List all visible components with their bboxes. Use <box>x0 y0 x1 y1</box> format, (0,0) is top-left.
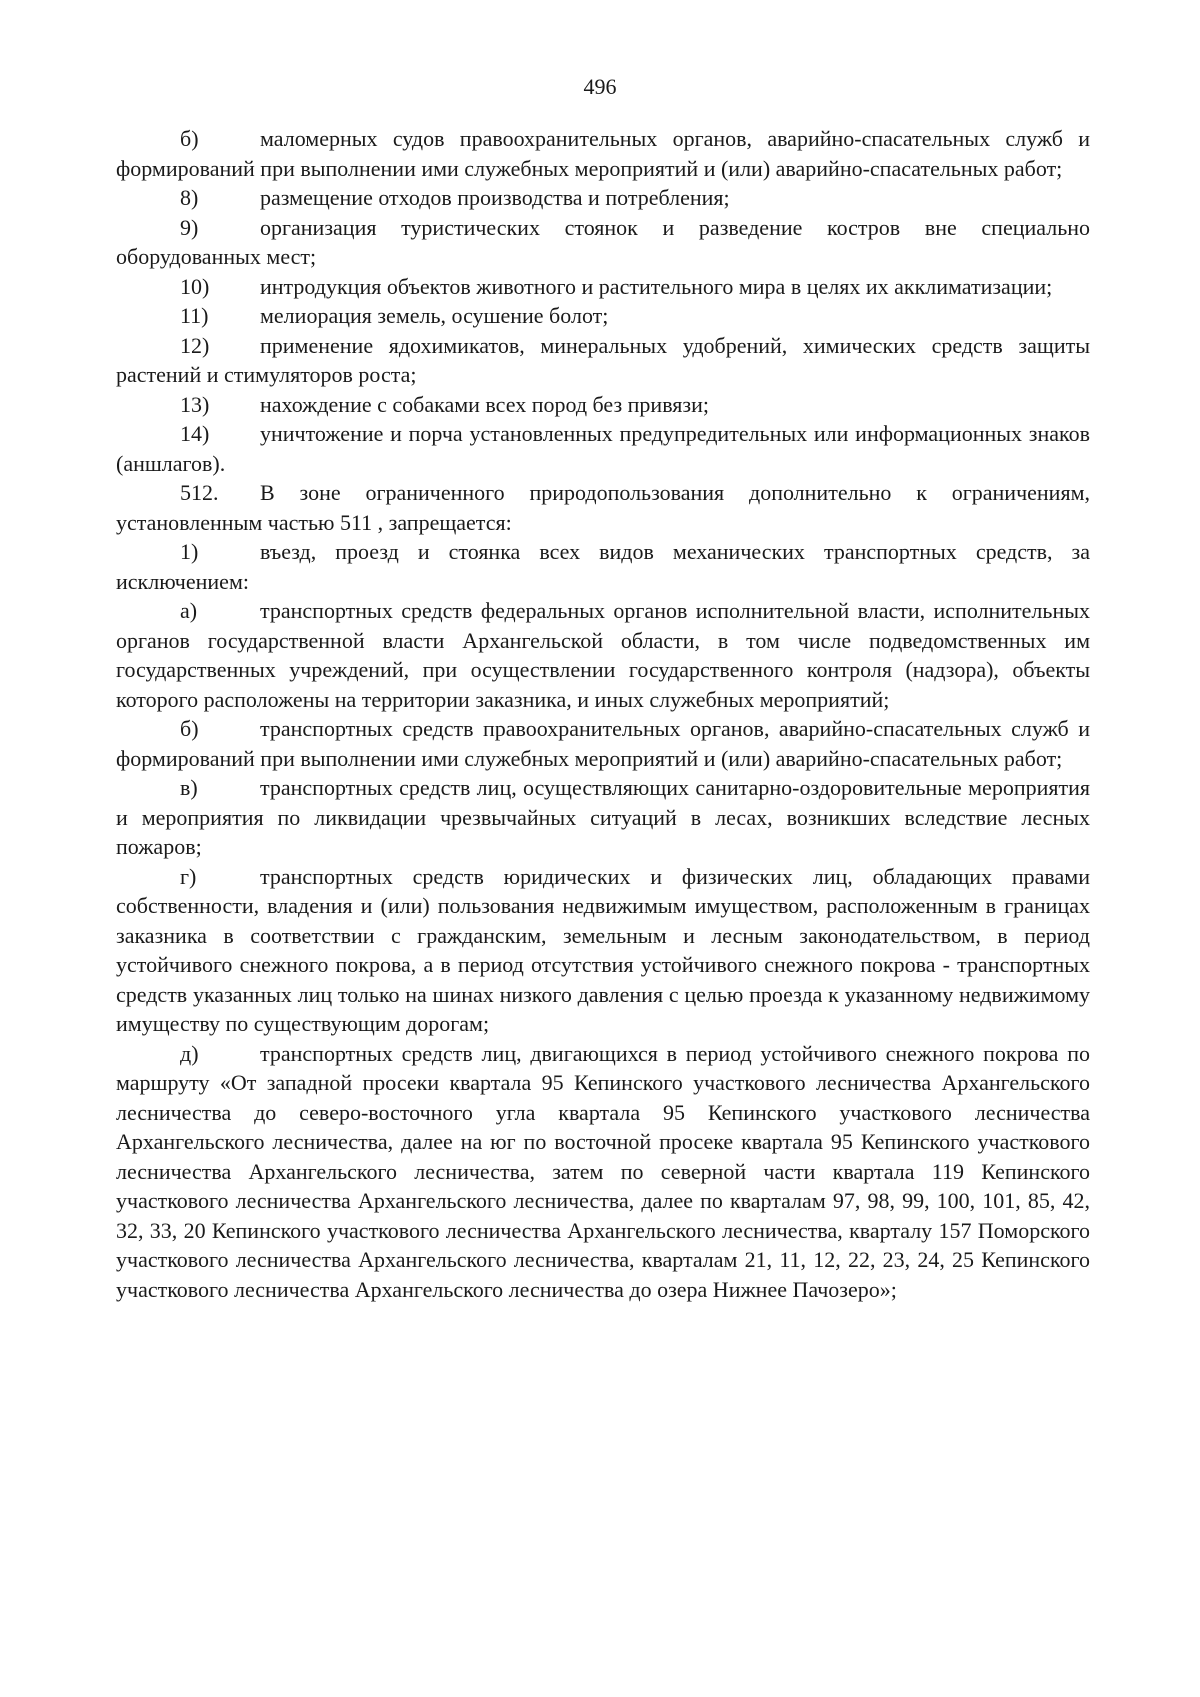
item-marker: 10) <box>180 273 210 299</box>
list-item <box>116 124 1090 183</box>
item-text: применение ядохимикатов, минеральных удобрений, химических средств защиты растений и стимуляторов роста; <box>116 332 1090 387</box>
item-marker: 9) <box>180 214 199 240</box>
list-item <box>116 714 1090 773</box>
list-item <box>116 390 1090 420</box>
item-text: организация туристических стоянок и разведение костров вне специально оборудованных мест; <box>116 214 1090 269</box>
item-marker: 14) <box>180 421 210 446</box>
item-text: интродукция объектов животного и растительного мира в целях их акклиматизации; <box>260 273 1053 299</box>
item-marker: 1) <box>180 539 199 564</box>
item-marker: 12) <box>180 332 210 358</box>
item-marker: в) <box>180 775 198 800</box>
list-item <box>116 183 1090 213</box>
item-text: транспортных средств правоохранительных органов, аварийно-спасательных служб и формирований при выполнении ими служебных мероприятий и (или) аварийно-спасательных работ; <box>116 716 1090 771</box>
item-text: размещение отходов производства и потребления; <box>260 185 730 210</box>
list-item <box>116 213 1090 272</box>
list-item <box>116 1039 1090 1305</box>
list-item <box>116 773 1090 862</box>
item-text: транспортных средств лиц, двигающихся в период устойчивого снежного покрова по маршруту «От западной просеки квартала 95 Кепинского участкового лесничества Архангельского лесничества до северо-восточного угла квартала 95 Кепинского участкового лесничества Архангельского лесничества, далее на юг по восточной просеке квартала 95 Кепинского участкового лесничества Архангельского лесничества, затем по северной части квартала 119 Кепинского участкового лесничества Архангельского лесничества, далее по кварталам 97, 98, 99, 100, 101, 85, 42, 32, 33, 20 Кепинского участкового лесничества Архангельского лесничества, кварталу 157 Поморского участкового лесничества Архангельского лесничества, кварталам 21, 11, 12, 22, 23, 24, 25 Кепинского участкового лесничества Архангельского лесничества до озера Нижнее Пачозеро»; <box>116 1040 1090 1302</box>
list-item <box>116 596 1090 714</box>
list-item <box>116 331 1090 390</box>
section-paragraph <box>116 478 1090 537</box>
item-text: нахождение с собаками всех пород без привязи; <box>260 391 709 417</box>
document-body <box>116 124 1090 1304</box>
item-marker: б) <box>180 716 199 741</box>
item-marker: д) <box>180 1040 199 1066</box>
list-item <box>116 272 1090 302</box>
item-marker: 11) <box>180 303 209 328</box>
item-marker: 8) <box>180 185 199 210</box>
item-marker: а) <box>180 598 198 623</box>
section-text: В зоне ограниченного природопользования дополнительно к ограничениям, установленным частью 511 , запрещается: <box>116 480 1090 535</box>
item-marker: 13) <box>180 391 210 417</box>
item-text: транспортных средств лиц, осуществляющих санитарно-оздоровительные мероприятия и мероприятия по ликвидации чрезвычайных ситуаций в лесах, возникших вследствие лесных пожаров; <box>116 775 1090 859</box>
list-item <box>116 537 1090 596</box>
item-text: маломерных судов правоохранительных органов, аварийно-спасательных служб и формирований при выполнении ими служебных мероприятий и (или) аварийно-спасательных работ; <box>116 126 1090 181</box>
item-text: транспортных средств юридических и физических лиц, обладающих правами собственности, владения и (или) пользования недвижимым имуществом, расположенным в границах заказника в соответствии с гражданским, земельным и лесным законодательством, в период устойчивого снежного покрова, а в период отсутствия устойчивого снежного покрова - транспортных средств указанных лиц только на шинах низкого давления с целью проезда к указанному недвижимому имуществу по существующим дорогам; <box>116 863 1090 1036</box>
list-item <box>116 862 1090 1039</box>
item-text: въезд, проезд и стоянка всех видов механических транспортных средств, за исключением: <box>116 539 1090 594</box>
section-number: 512. <box>180 480 219 505</box>
page-number: 496 <box>583 74 617 99</box>
item-marker: б) <box>180 126 199 151</box>
item-marker: г) <box>180 863 197 889</box>
list-item <box>116 419 1090 478</box>
item-text: мелиорация земель, осушение болот; <box>260 303 609 328</box>
item-text: уничтожение и порча установленных предупредительных или информационных знаков (аншлагов). <box>116 421 1090 476</box>
item-text: транспортных средств федеральных органов исполнительной власти, исполнительных органов государственной власти Архангельской области, в том числе подведомственных им государственных учреждений, при осуществлении государственного контроля (надзора), объекты которого расположены на территории заказника, и иных служебных мероприятий; <box>116 598 1090 712</box>
list-item <box>116 301 1090 331</box>
